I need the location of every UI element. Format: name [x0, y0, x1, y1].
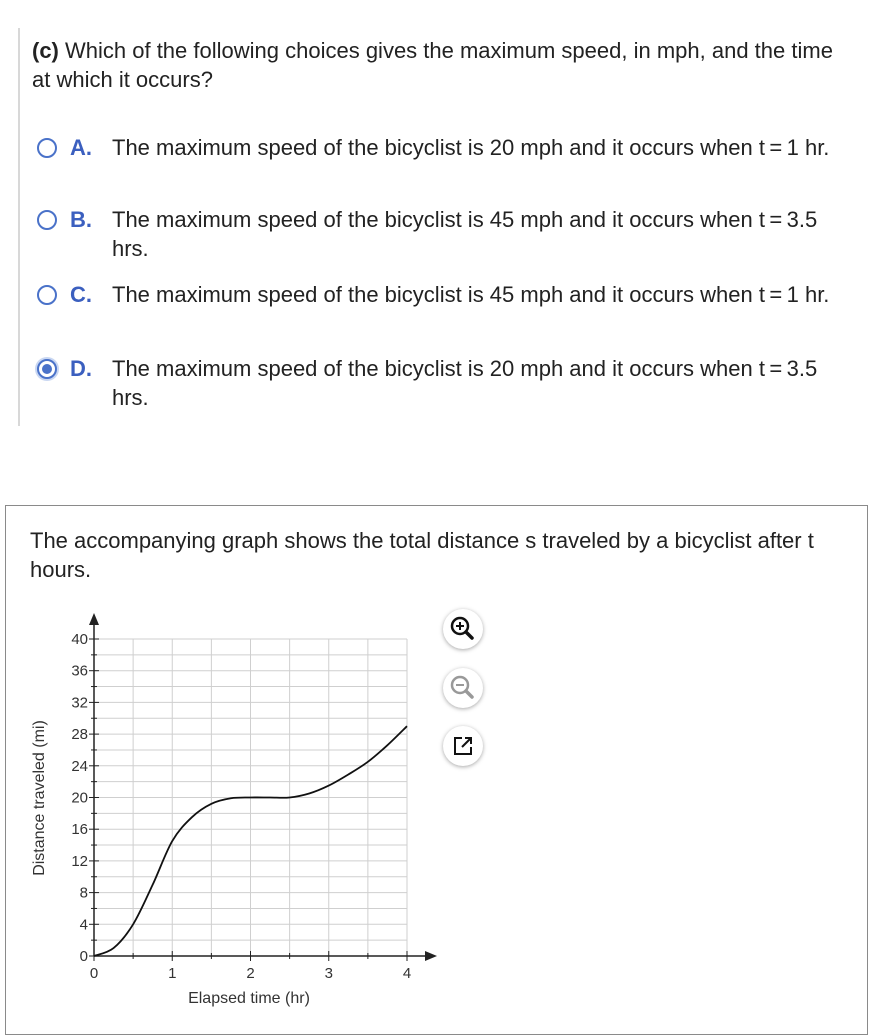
- question-panel: [18, 28, 860, 426]
- y-tick-label: 20: [71, 789, 88, 807]
- y-tick-label: 28: [71, 726, 88, 744]
- radio-a[interactable]: [37, 138, 57, 158]
- question-text: [32, 36, 852, 94]
- x-axis-arrow: [425, 951, 437, 961]
- choice-text-d: The maximum speed of the bicyclist is 20 mph and it occurs when t = 3.5 hrs.: [112, 356, 818, 410]
- choice-c[interactable]: [32, 280, 852, 336]
- y-tick-label: 16: [71, 821, 88, 839]
- y-tick-label: 4: [79, 916, 88, 934]
- x-axis-label: Elapsed time (hr): [188, 990, 310, 1007]
- y-axis-arrow: [89, 613, 99, 625]
- choice-a[interactable]: [32, 133, 852, 189]
- y-tick-label: 12: [71, 852, 88, 870]
- x-tick-label: 1: [168, 965, 177, 982]
- distance-chart: [6, 506, 869, 1026]
- graph-panel: [5, 505, 868, 1035]
- zoom-out-button[interactable]: [443, 668, 483, 708]
- y-axis-label: Distance traveled (mi): [31, 720, 48, 876]
- question-body: Which of the following choices gives the maximum speed, in mph, and the time at which it occurs?: [32, 38, 833, 92]
- y-tick-label: 32: [71, 694, 88, 712]
- x-tick-label: 0: [89, 965, 99, 982]
- zoom-out-icon: [443, 668, 483, 708]
- radio-b[interactable]: [37, 210, 57, 230]
- x-tick-label: 2: [246, 965, 255, 982]
- choice-text-a: The maximum speed of the bicyclist is 20 mph and it occurs when t = 1 hr.: [112, 135, 830, 160]
- graph-description: The accompanying graph shows the total distance s traveled by a bicyclist after t hours.: [30, 528, 814, 582]
- choice-text-b: The maximum speed of the bicyclist is 45 mph and it occurs when t = 3.5 hrs.: [112, 207, 818, 261]
- x-tick-label: 4: [402, 965, 412, 982]
- choice-letter-b: B.: [70, 207, 92, 232]
- choice-letter-a: A.: [70, 135, 92, 160]
- x-tick-label: 3: [324, 965, 333, 982]
- radio-d-selected[interactable]: [37, 359, 57, 379]
- choice-b[interactable]: [32, 205, 852, 261]
- y-tick-label: 8: [79, 884, 88, 902]
- chart-ticks: [71, 631, 411, 982]
- y-tick-label: 24: [71, 757, 88, 775]
- choice-d[interactable]: [32, 354, 852, 410]
- y-tick-label: 40: [71, 631, 88, 648]
- open-new-window-button[interactable]: [443, 726, 483, 766]
- choice-letter-c: C.: [70, 282, 92, 307]
- y-tick-label: 36: [71, 662, 88, 680]
- question-label: (c): [32, 38, 59, 63]
- choice-text-c: The maximum speed of the bicyclist is 45 mph and it occurs when t = 1 hr.: [112, 282, 830, 307]
- zoom-in-button[interactable]: [443, 609, 483, 649]
- external-link-icon: [443, 726, 483, 766]
- radio-c[interactable]: [37, 285, 57, 305]
- choice-letter-d: D.: [70, 356, 92, 381]
- zoom-in-icon: [443, 609, 483, 649]
- y-tick-label: 0: [79, 948, 88, 965]
